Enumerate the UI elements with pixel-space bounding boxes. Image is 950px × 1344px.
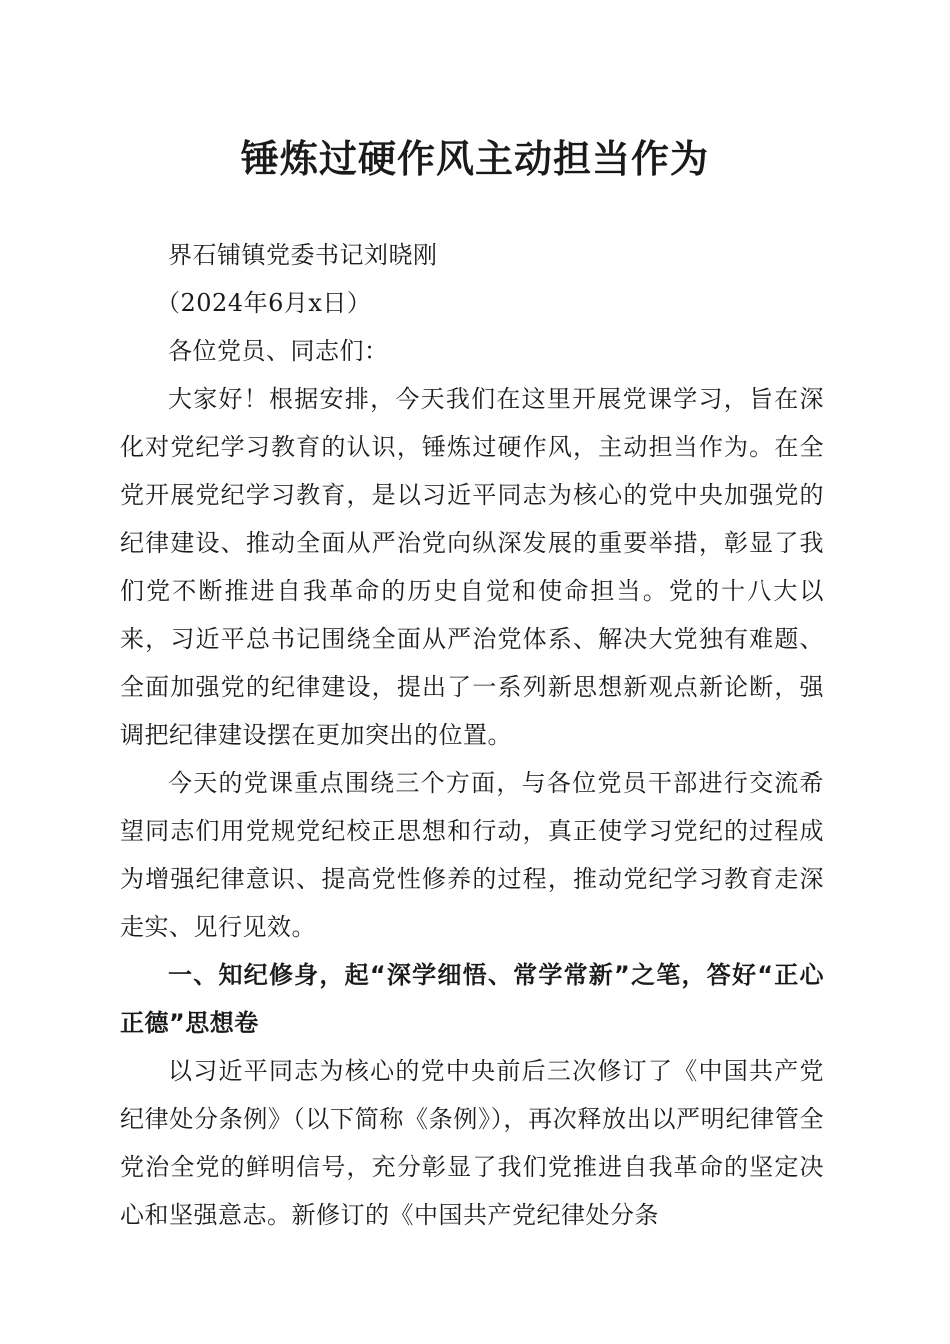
- document-body: [120, 231, 824, 1239]
- paragraph-intro: 大家好！根据安排，今天我们在这里开展党课学习，旨在深化对党纪学习教育的认识，锤炼过硬作风，主动担当作为。在全党开展党纪学习教育，是以习近平同志为核心的党中央加强党的纪律建设、推动全面从严治党向纵深发展的重要举措，彰显了我们党不断推进自我革命的历史自觉和使命担当。党的十八大以来，习近平总书记围绕全面从严治党体系、解决大党独有难题、全面加强党的纪律建设，提出了一系列新思想新观点新论断，强调把纪律建设摆在更加突出的位置。: [120, 385, 824, 749]
- paragraph-overview: 今天的党课重点围绕三个方面，与各位党员干部进行交流希望同志们用党规党纪校正思想和行动，真正使学习党纪的过程成为增强纪律意识、提高党性修养的过程，推动党纪学习教育走深走实、见行见效。: [120, 769, 824, 941]
- document-title: 锤炼过硬作风主动担当作为: [240, 137, 709, 181]
- section-heading-1: 一、知纪修身，起“深学细悟、常学常新”之笔，答好“正心正德”思想卷: [120, 961, 824, 1037]
- section-1-paragraph: 以习近平同志为核心的党中央前后三次修订了《中国共产党纪律处分条例》（以下简称《条例》），再次释放出以严明纪律管全党治全党的鲜明信号，充分彰显了我们党推进自我革命的坚定决心和坚强意志。新修订的《中国共产党纪律处分条: [120, 1057, 824, 1229]
- salutation: 各位党员、同志们：: [168, 337, 389, 365]
- date-line: （2024年6月x日）: [156, 289, 372, 317]
- author-line: 界石铺镇党委书记刘晓刚: [168, 241, 438, 269]
